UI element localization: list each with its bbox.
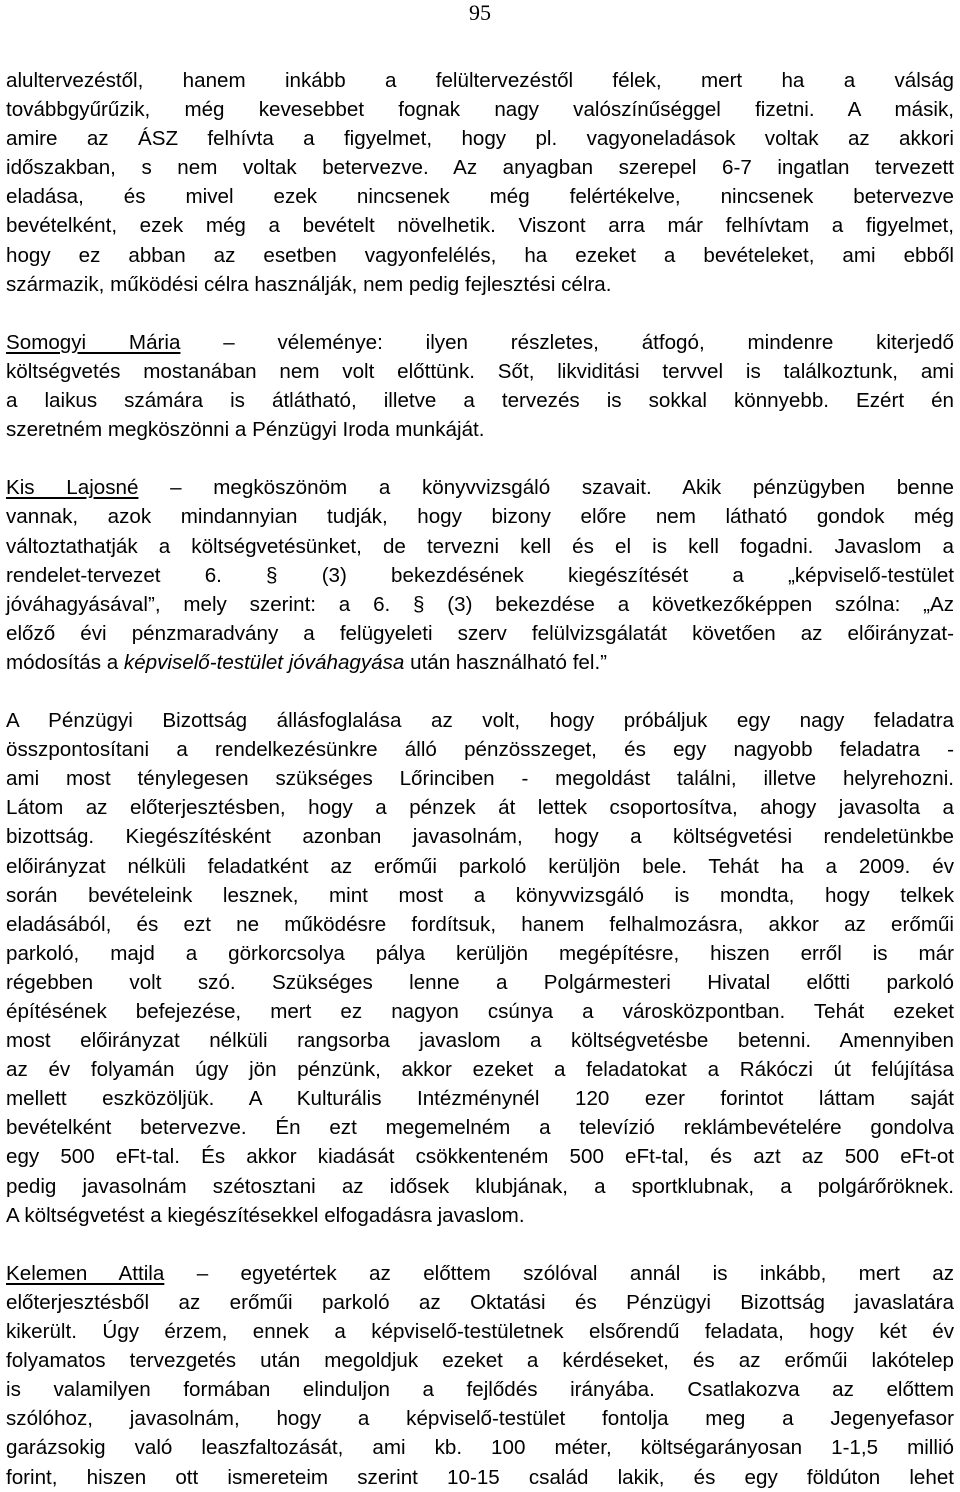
text-segment: után használható fel.” xyxy=(404,650,608,674)
text-line: ami most ténylegesen szükséges Lőrinciben - megoldást találni, illetve helyrehozni. xyxy=(6,767,954,791)
text-line: előző évi pénzmaradvány a felügyeleti szerv felülvizsgálatát követően az előirányzat- xyxy=(6,621,954,645)
text-line xyxy=(6,328,954,357)
speaker-name: Kelemen Attila xyxy=(6,1261,165,1285)
paragraph-kis-lajosne xyxy=(6,473,954,677)
text-line: Látom az előterjesztésben, hogy a pénzek át lettek csoportosítva, ahogy javasolta a xyxy=(6,796,954,820)
text-line: pedig javasolnám szétosztani az idősek klubjának, a sportklubnak, a polgárőröknek. xyxy=(6,1174,954,1198)
text-line: vannak, azok mindannyian tudják, hogy bizony előre nem látható gondok még xyxy=(6,505,954,529)
text-line: során bevételeink lesznek, mint most a könyvvizsgáló is mondta, hogy telkek xyxy=(6,883,954,907)
text-line: szeretném megköszönni a Pénzügyi Iroda munkáját. xyxy=(6,418,485,442)
text-line: jóváhagyásával”, mely szerint: a 6. § (3) bekezdése a következőképpen szólna: „Az xyxy=(6,592,954,616)
speaker-statement: – egyetértek az előttem szólóval annál is inkább, mert az xyxy=(164,1261,954,1285)
text-line: A Pénzügyi Bizottság állásfoglalása az volt, hogy próbáljuk egy nagy feladatra xyxy=(6,709,954,733)
paragraph-penzugyi-bizottsag xyxy=(6,706,954,1230)
speaker-statement: – megköszönöm a könyvvizsgáló szavait. Akik pénzügyben benne xyxy=(138,476,954,500)
text-line: bevételként, ezek még a bevételt növelhetik. Viszont arra már felhívtam a figyelmet, xyxy=(6,214,954,238)
text-line: alultervezéstől, hanem inkább a felültervezéstől félek, mert ha a válság xyxy=(6,69,954,92)
text-line xyxy=(6,1259,954,1288)
text-line: bizottság. Kiegészítésként azonban javasolnám, hogy a költségvetési rendeletünkbe xyxy=(6,825,954,849)
page-number: 95 xyxy=(469,0,491,25)
text-line: hogy ez abban az esetben vagyonfelélés, ha ezeket a bevételeket, ami ebből xyxy=(6,243,954,267)
text-line: költségvetés mostanában nem volt előttünk. Sőt, likviditási tervvel is találkoztunk, ami xyxy=(6,359,954,383)
text-line: A költségvetést a kiegészítésekkel elfogadásra javaslom. xyxy=(6,1203,525,1227)
paragraph-kelemen-attila xyxy=(6,1259,954,1492)
text-line xyxy=(6,648,954,677)
text-line: bevételként betervezve. Én ezt megemelném a televízió reklámbevételére gondolva xyxy=(6,1116,954,1140)
document-body xyxy=(6,66,954,1492)
text-line: kikerült. Úgy érzem, ennek a képviselő-testületnek elsőrendű feladata, hogy két év xyxy=(6,1320,954,1344)
text-line: parkoló, majd a görkorcsolya pálya kerüljön megépítésre, hiszen erről is már xyxy=(6,941,954,965)
text-line: a laikus számára is átlátható, illetve a tervezés is sokkal könnyebb. Ezért én xyxy=(6,389,954,413)
text-line: szólóhoz, javasolnám, hogy a képviselő-testület fontolja meg a Jegenyefasor xyxy=(6,1407,954,1431)
speaker-name: Somogyi Mária xyxy=(6,330,181,354)
text-line: építésének befejezése, mert ez nagyon csúnya a városközpontban. Tehát ezeket xyxy=(6,1000,954,1023)
speaker-name: Kis Lajosné xyxy=(6,476,139,500)
text-line: eladása, és mivel ezek nincsenek még felértékelve, nincsenek betervezve xyxy=(6,185,954,209)
text-line: továbbgyűrűzik, még kevesebbet fognak nagy valószínűséggel fizetni. A másik, xyxy=(6,98,954,122)
text-line: előterjesztésből az erőműi parkoló az Oktatási és Pénzügyi Bizottság javaslatára xyxy=(6,1290,954,1314)
text-line: időszakban, s nem voltak betervezve. Az anyagban szerepel 6-7 ingatlan tervezett xyxy=(6,156,954,180)
paragraph-somogyi-maria xyxy=(6,328,954,444)
text-line: előirányzat nélküli feladatként az erőműi parkoló kerüljön bele. Tehát ha a 2009. év xyxy=(6,854,954,878)
paragraph-1 xyxy=(6,66,954,299)
speaker-statement: – véleménye: ilyen részletes, átfogó, mindenre kiterjedő xyxy=(180,330,954,354)
text-line xyxy=(6,473,954,502)
text-line: amire az ÁSZ felhívta a figyelmet, hogy pl. vagyoneladások voltak az akkori xyxy=(6,127,954,151)
text-line: garázsokig való leaszfaltozását, ami kb. 100 méter, költségarányosan 1-1,5 millió xyxy=(6,1436,954,1460)
text-line: forint, hiszen ott ismereteim szerint 10-15 család lakik, és egy földúton lehet xyxy=(6,1465,954,1489)
text-line: eladásából, és ezt ne működésre fordítsuk, hanem felhalmozásra, akkor az erőműi xyxy=(6,912,954,936)
text-line: összpontosítani a rendelkezésünkre álló pénzösszeget, és egy nagyobb feladatra - xyxy=(6,738,954,762)
text-line: most előirányzat nélküli rangsorba javaslom a költségvetésbe betenni. Amennyiben xyxy=(6,1029,954,1053)
italic-text: képviselő-testület jóváhagyása xyxy=(123,650,405,674)
text-segment: módosítás a xyxy=(6,650,124,674)
text-line: mellett eszközöljük. A Kulturális Intézménynél 120 ezer forintot láttam saját xyxy=(6,1087,954,1111)
text-line: is valamilyen formában elinduljon a fejlődés irányába. Csatlakozva az előttem xyxy=(6,1378,954,1402)
text-line: származik, működési célra használják, nem pedig fejlesztési célra. xyxy=(6,272,612,296)
text-line: az év folyamán úgy jön pénzünk, akkor ezeket a feladatokat a Rákóczi út felújítása xyxy=(6,1058,954,1082)
text-line: régebben volt szó. Szükséges lenne a Polgármesteri Hivatal előtti parkoló xyxy=(6,970,954,994)
text-line: változtathatják a költségvetésünket, de tervezni kell és el is kell fogadni. Javaslom a xyxy=(6,534,954,558)
text-line: folyamatos tervezgetés után megoldjuk ezeket a kérdéseket, és az erőműi lakótelep xyxy=(6,1349,954,1373)
text-line: rendelet-tervezet 6. § (3) bekezdésének kiegészítését a „képviselő-testület xyxy=(6,563,954,587)
text-line: egy 500 eFt-tal. És akkor kiadását csökkenteném 500 eFt-tal, és azt az 500 eFt-ot xyxy=(6,1145,954,1169)
